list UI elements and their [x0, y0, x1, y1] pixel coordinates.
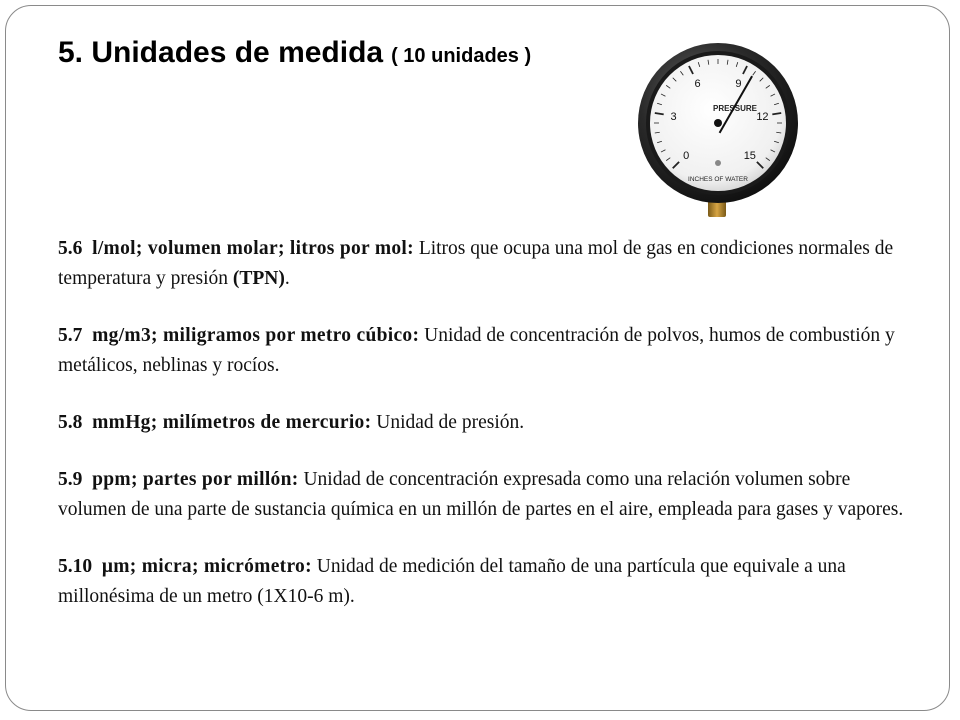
- definitions-list: [58, 234, 908, 612]
- entry-definition: Unidad de medición del tamaño de una partícula que equivale a una millonésima de un metro (1X10-6 m).: [58, 556, 846, 607]
- slide-frame: [5, 5, 950, 711]
- gauge-tick-label: 0: [683, 149, 690, 162]
- entry-term: ppm; partes por millón:: [92, 469, 299, 490]
- entry-definition: Unidad de concentración de polvos, humos de combustión y metálicos, neblinas y rocíos.: [58, 325, 895, 376]
- entry-number: 5.7: [58, 325, 83, 346]
- entry-number: 5.9: [58, 469, 83, 490]
- gauge-tick-label: 12: [756, 110, 769, 123]
- definition-entry: [58, 465, 908, 525]
- pressure-gauge-image: [631, 41, 806, 226]
- gauge-hub: [714, 119, 722, 127]
- entry-number: 5.10: [58, 556, 93, 577]
- definition-entry: [58, 321, 908, 381]
- entry-tail: (TPN): [232, 268, 285, 289]
- definition-entry: [58, 552, 908, 612]
- gauge-label-bottom: INCHES OF WATER: [688, 176, 748, 183]
- gauge-label-top: PRESSURE: [712, 104, 758, 113]
- title-note: ( 10 unidades ): [391, 45, 532, 67]
- entry-term: mg/m3; miligramos por metro cúbico:: [92, 325, 420, 346]
- entry-definition: Unidad de presión.: [376, 412, 525, 433]
- definition-entry: [58, 234, 908, 294]
- gauge-tick-label: 15: [743, 149, 756, 162]
- gauge-tick-label: 6: [694, 77, 701, 90]
- entry-definition: Litros que ocupa una mol de gas en condiciones normales de temperatura y presión: [58, 238, 894, 289]
- gauge-tick-label: 9: [735, 77, 742, 90]
- title-text: 5. Unidades de medida: [58, 36, 384, 69]
- entry-term: mmHg; milímetros de mercurio:: [92, 412, 372, 433]
- slide-title: [58, 36, 531, 70]
- entry-term: l/mol; volumen molar; litros por mol:: [92, 238, 414, 259]
- entry-term: μm; micra; micrómetro:: [101, 556, 312, 577]
- gauge-tick-label: 3: [670, 110, 677, 123]
- entry-end: .: [284, 268, 290, 289]
- gauge-screw: [715, 160, 721, 166]
- entry-number: 5.8: [58, 412, 83, 433]
- entry-definition: Unidad de concentración expresada como una relación volumen sobre volumen de una parte de sustancia química en un millón de partes en el aire, empleada para gases y vapores.: [58, 469, 904, 520]
- entry-number: 5.6: [58, 238, 83, 259]
- definition-entry: [58, 408, 908, 438]
